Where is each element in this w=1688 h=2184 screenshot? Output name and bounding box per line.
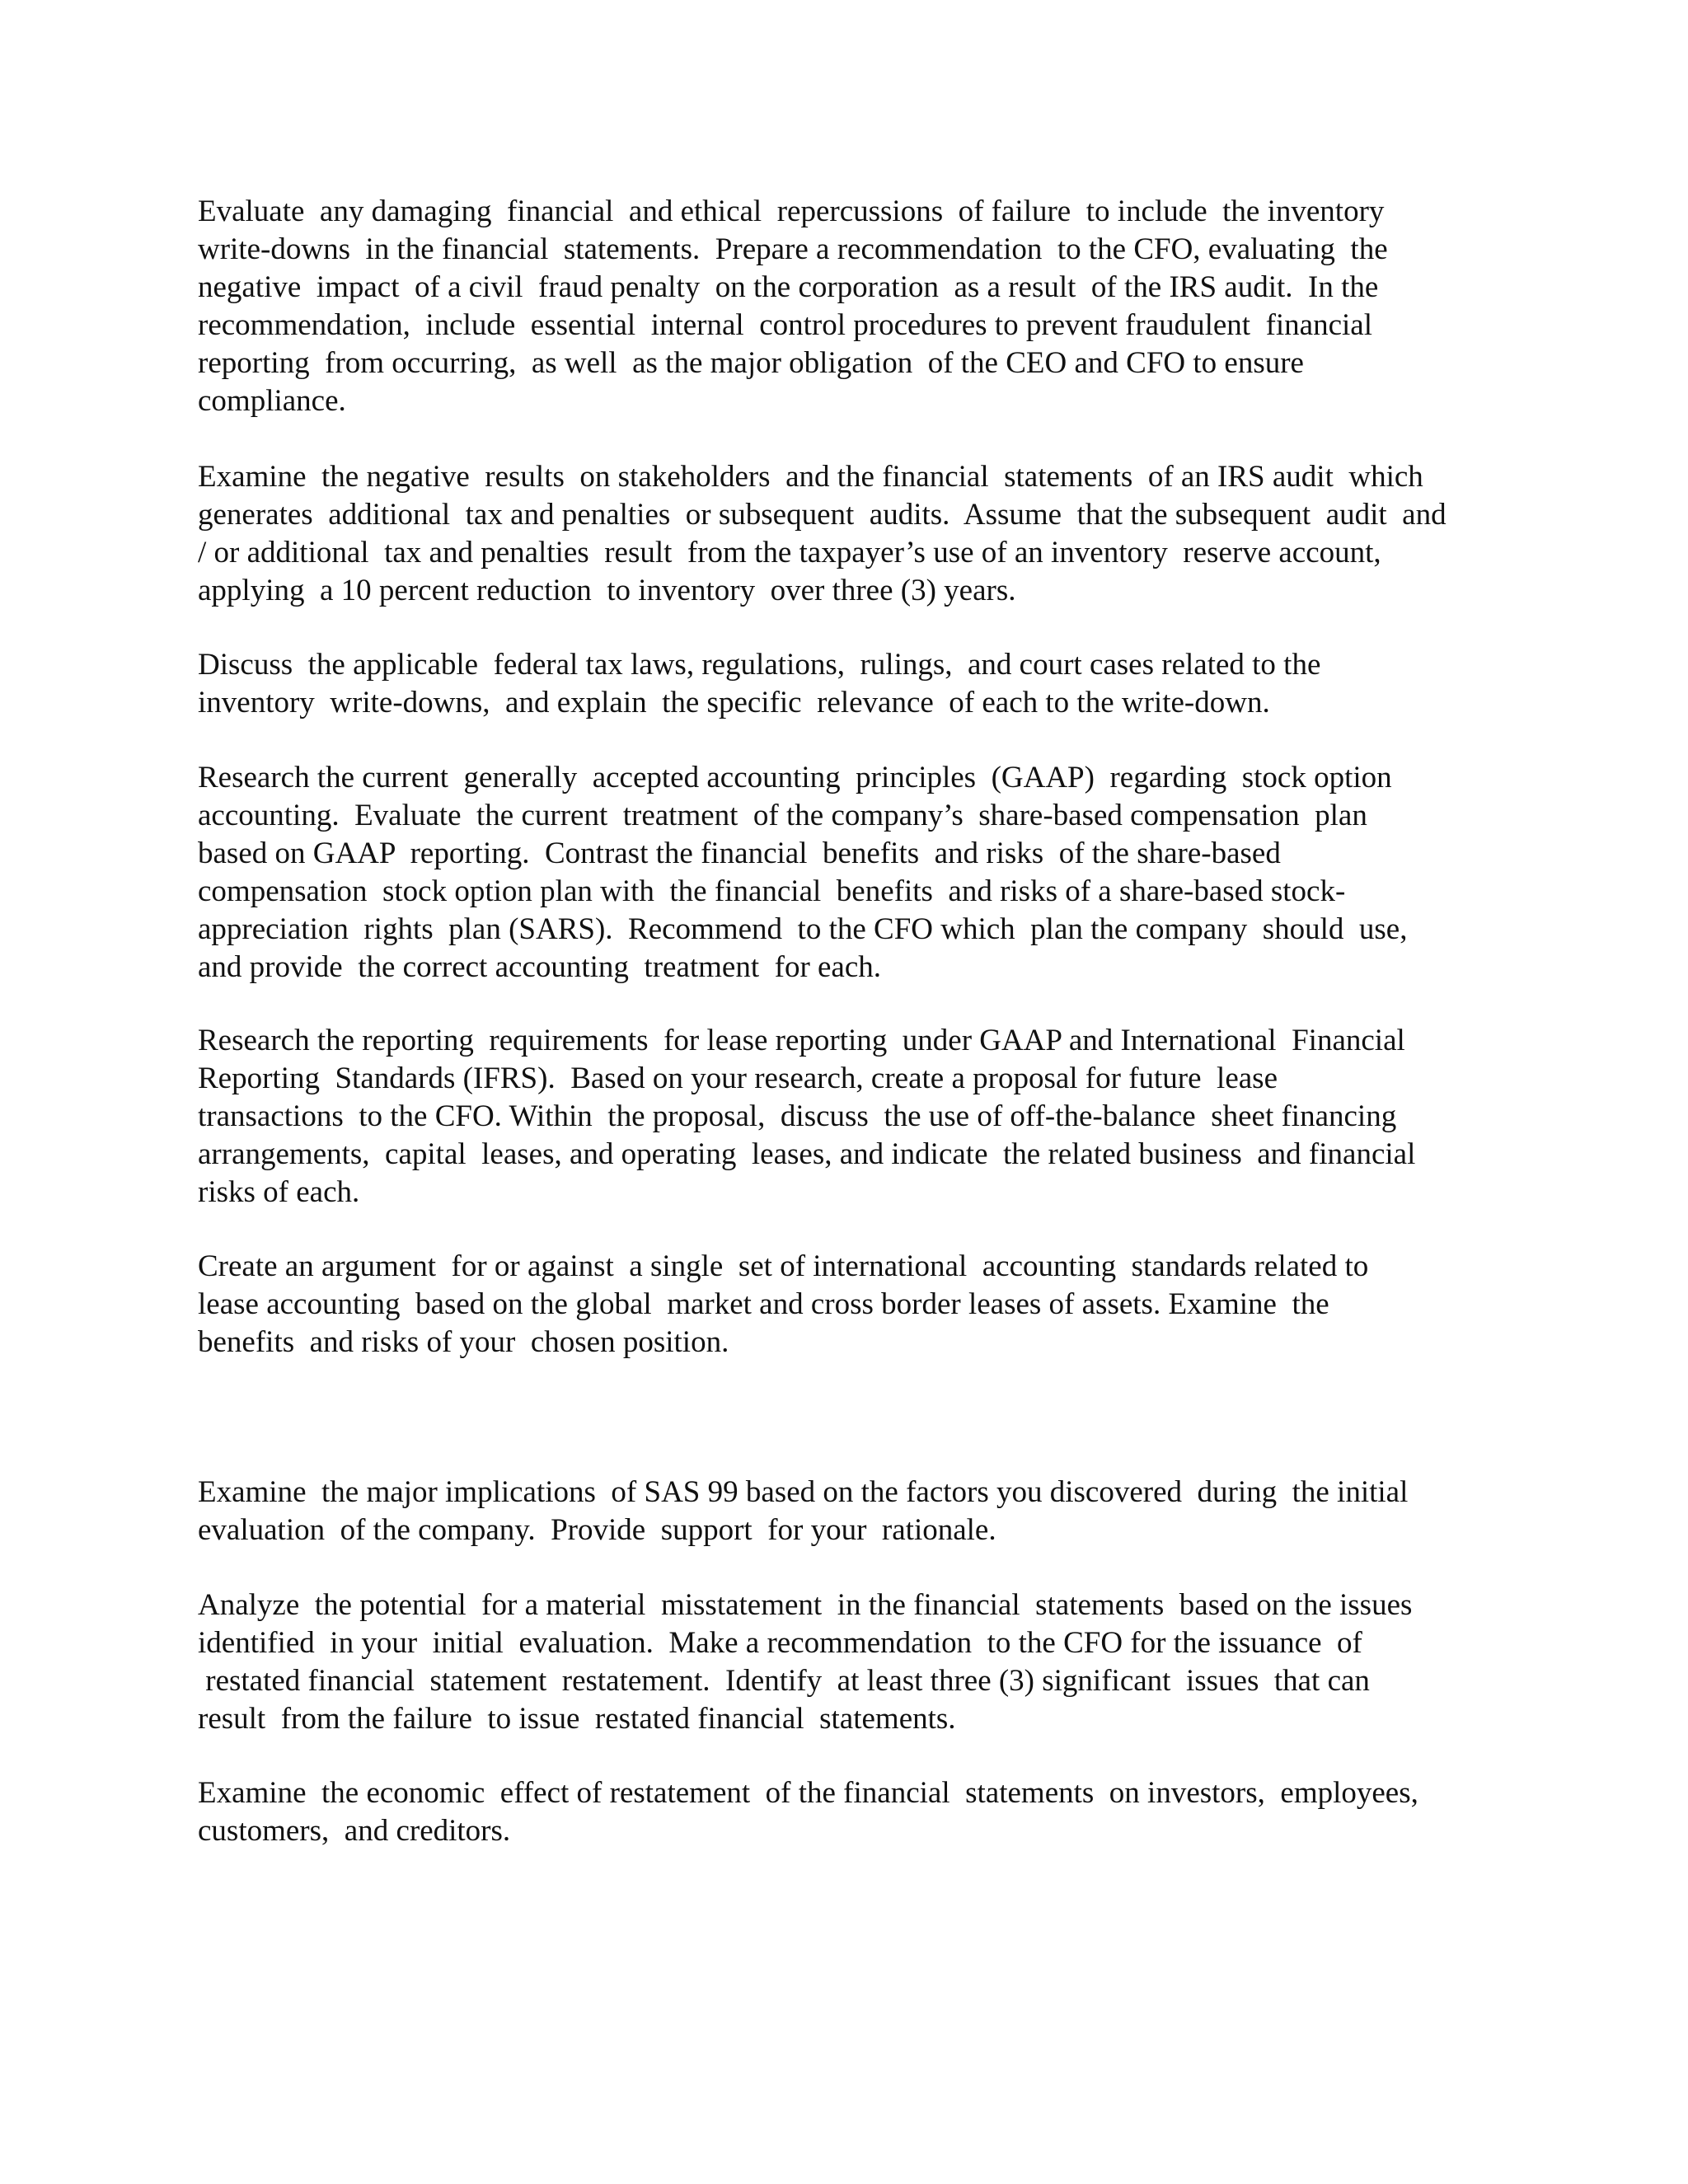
text-line: recommendation, include essential internal control procedures to prevent fraudulent financial [198,308,1373,342]
paragraph-international-standards [198,1248,1368,1361]
text-line: lease accounting based on the global market and cross border leases of assets. Examine the [198,1287,1329,1321]
text-line: write-downs in the financial statements. Prepare a recommendation to the CFO, evaluating the [198,232,1388,266]
text-line: Examine the economic effect of restatement of the financial statements on investors, employees, [198,1776,1418,1810]
text-line: transactions to the CFO. Within the proposal, discuss the use of off-the-balance sheet financing [198,1099,1397,1133]
text-line: result from the failure to issue restated financial statements. [198,1702,956,1736]
paragraph-economic-effect [198,1774,1418,1850]
paragraph-irs-audit [198,458,1447,610]
text-line: Analyze the potential for a material misstatement in the financial statements based on the issues [198,1588,1413,1622]
text-line: Evaluate any damaging financial and ethical repercussions of failure to include the inventory [198,194,1385,228]
text-line: and provide the correct accounting treatment for each. [198,950,882,984]
paragraph-inventory-writedowns [198,193,1388,420]
text-line: Research the current generally accepted accounting principles (GAAP) regarding stock option [198,761,1392,794]
text-line: compensation stock option plan with the financial benefits and risks of a share-based stock- [198,874,1346,908]
text-line: compliance. [198,384,346,418]
text-line: inventory write-downs, and explain the specific relevance of each to the write-down. [198,686,1270,719]
text-line: based on GAAP reporting. Contrast the financial benefits and risks of the share-based [198,837,1281,870]
paragraph-gaap-stock-option [198,759,1407,987]
text-line: evaluation of the company. Provide support for your rationale. [198,1513,996,1547]
text-line: Create an argument for or against a single set of international accounting standards related to [198,1249,1369,1283]
text-line: reporting from occurring, as well as the major obligation of the CEO and CFO to ensure [198,346,1304,380]
text-line: Research the reporting requirements for lease reporting under GAAP and International Financial [198,1024,1405,1057]
text-line: accounting. Evaluate the current treatment of the company’s share-based compensation plan [198,799,1367,832]
text-line: Reporting Standards (IFRS). Based on your research, create a proposal for future lease [198,1062,1278,1095]
text-line: Examine the major implications of SAS 99 based on the factors you discovered during the initial [198,1475,1409,1509]
text-line: applying a 10 percent reduction to inventory over three (3) years. [198,574,1016,607]
text-line: appreciation rights plan (SARS). Recommend to the CFO which plan the company should use, [198,912,1408,946]
text-line: restated financial statement restatement. Identify at least three (3) significant issues that can [198,1664,1370,1698]
text-line: negative impact of a civil fraud penalty on the corporation as a result of the IRS audit. In the [198,270,1379,304]
text-line: benefits and risks of your chosen position. [198,1325,729,1359]
text-line: Examine the negative results on stakeholders and the financial statements of an IRS audit which [198,460,1423,494]
paragraph-sas-99 [198,1474,1408,1549]
text-line: generates additional tax and penalties or subsequent audits. Assume that the subsequent audit and [198,498,1447,532]
text-line: identified in your initial evaluation. Make a recommendation to the CFO for the issuance of [198,1626,1362,1660]
text-line: / or additional tax and penalties result from the taxpayer’s use of an inventory reserve account, [198,536,1381,569]
paragraph-material-misstatement [198,1586,1412,1738]
paragraph-federal-tax-laws [198,646,1320,722]
text-line: risks of each. [198,1175,360,1209]
paragraph-lease-reporting [198,1022,1415,1212]
text-line: customers, and creditors. [198,1814,511,1848]
text-line: Discuss the applicable federal tax laws, regulations, rulings, and court cases related to the [198,648,1321,682]
text-line: arrangements, capital leases, and operating leases, and indicate the related business and financial [198,1137,1416,1171]
